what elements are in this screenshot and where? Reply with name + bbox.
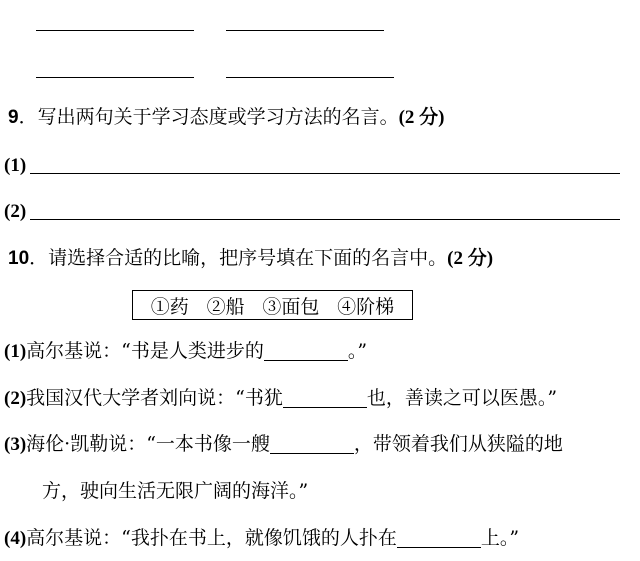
q10-item-4-before: 高尔基说：“我扑在书上，就像饥饿的人扑在 xyxy=(26,527,397,549)
option-1: ①药 xyxy=(150,295,189,318)
q10-item-3-blank[interactable] xyxy=(270,433,354,454)
q10-item-1-label: (1) xyxy=(4,341,27,362)
q10-item-1-blank[interactable] xyxy=(264,340,348,361)
answer-line-top-right-1[interactable] xyxy=(226,30,384,31)
q10-item-3-before: 海伦·凯勒说：“一本书像一艘 xyxy=(26,433,270,455)
q10-item-2-after: 也，善读之可以医愚。” xyxy=(366,387,558,409)
q10-item-3-continuation: 方，驶向生活无限广阔的海洋。” xyxy=(42,480,309,502)
q9-blank-1-label: (1) xyxy=(4,155,27,176)
q10-item-3-label: (3) xyxy=(4,434,27,455)
q9-answer-line-1[interactable] xyxy=(30,173,620,174)
q10-item-1-before: 高尔基说：“书是人类进步的 xyxy=(26,340,264,362)
q10-item-2-before: 我国汉代大学者刘向说：“书犹 xyxy=(26,387,283,409)
question-10-number: 10 xyxy=(8,248,30,269)
q10-item-1-after: 。” xyxy=(347,340,368,362)
q9-blank-2-label: (2) xyxy=(4,201,27,222)
question-10-text: ．请选择合适的比喻，把序号填在下面的名言中。 xyxy=(29,247,448,269)
question-9-text: ．写出两句关于学习态度或学习方法的名言。 xyxy=(18,106,399,128)
options-box xyxy=(132,290,413,320)
q10-item-4-label: (4) xyxy=(4,528,27,549)
q10-item-1 xyxy=(4,339,367,364)
question-10-score: (2 分) xyxy=(447,248,494,269)
answer-line-top-right-2[interactable] xyxy=(226,77,394,78)
q10-item-4-blank[interactable] xyxy=(397,527,481,548)
q10-item-3-after: ，带领着我们从狭隘的地 xyxy=(353,433,563,455)
option-2: ②船 xyxy=(206,295,245,318)
q10-item-4 xyxy=(4,526,519,551)
q10-item-2-blank[interactable] xyxy=(283,387,367,408)
question-10 xyxy=(8,246,493,271)
option-4: ④阶梯 xyxy=(337,295,395,318)
q10-item-2 xyxy=(4,386,557,411)
question-9-score: (2 分) xyxy=(398,107,445,128)
q10-item-4-after: 上。” xyxy=(480,527,520,549)
q10-item-3 xyxy=(4,432,563,457)
option-3: ③面包 xyxy=(262,295,320,318)
question-9-number: 9 xyxy=(8,107,19,128)
q9-answer-line-2[interactable] xyxy=(30,219,620,220)
question-9 xyxy=(8,105,445,130)
answer-line-top-left-2[interactable] xyxy=(36,77,194,78)
q10-item-2-label: (2) xyxy=(4,388,27,409)
answer-line-top-left-1[interactable] xyxy=(36,30,194,31)
